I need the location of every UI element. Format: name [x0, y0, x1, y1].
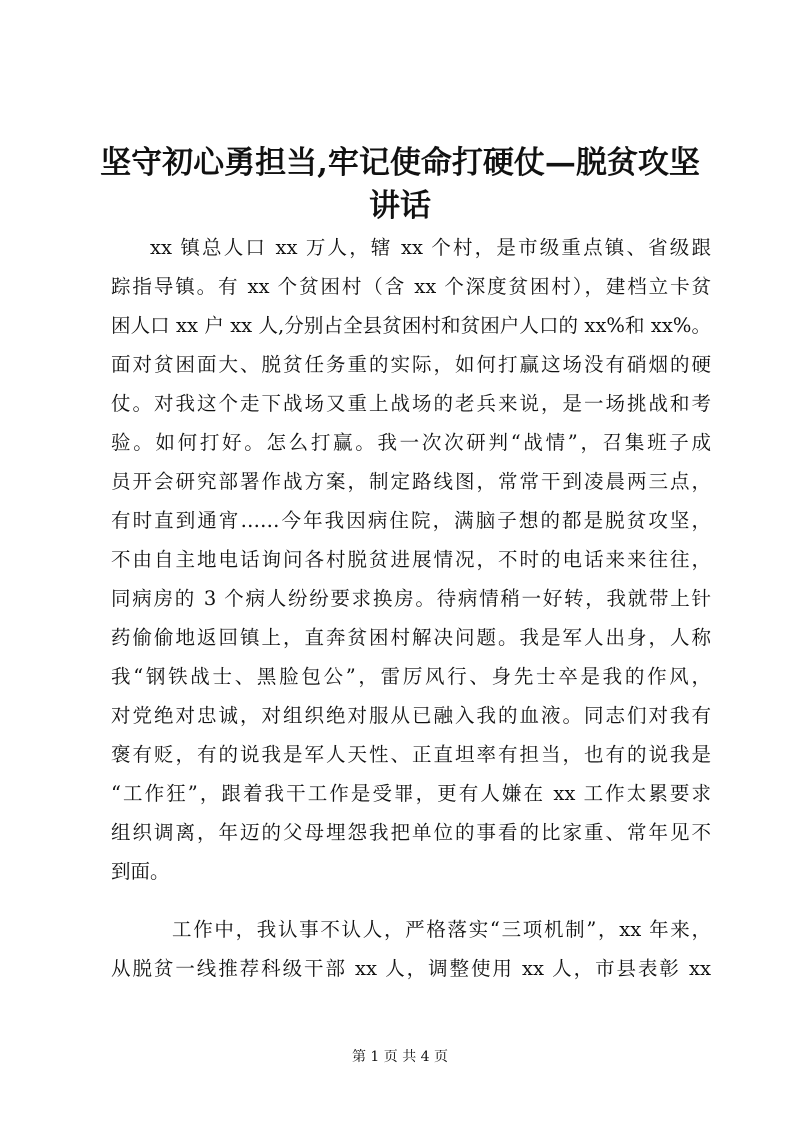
text-line: 仗。对我这个走下战场又重上战场的老兵来说，是一场挑战和考: [111, 392, 711, 415]
title-line-1: 坚守初心勇担当,牢记使命打硬仗—脱贫攻坚: [100, 145, 700, 181]
text-line: 组织调离，年迈的父母埋怨我把单位的事看的比家重、常年见不: [111, 821, 711, 844]
text-line: 我“钢铁战士、黑脸包公”，雷厉风行、身先士卒是我的作风，: [111, 665, 711, 688]
text-line: “工作狂”，跟着我干工作是受罪，更有人嫌在 xx 工作太累要求: [111, 782, 711, 805]
text-line: 面对贫困面大、脱贫任务重的实际，如何打赢这场没有硝烟的硬: [111, 353, 711, 376]
title-line-2: 讲话: [369, 188, 431, 224]
text-line: 验。如何打好。怎么打赢。我一次次研判“战情”，召集班子成: [111, 431, 711, 454]
text-line: 困人口 xx 户 xx 人,分别占全县贫困村和贫困户人口的 xx%和 xx%。: [111, 314, 711, 337]
text-line: 对党绝对忠诚，对组织绝对服从已融入我的血液。同志们对我有: [111, 704, 711, 727]
text-line: 褒有贬，有的说我是军人天性、正直坦率有担当，也有的说我是: [111, 743, 711, 766]
text-line: xx 镇总人口 xx 万人，辖 xx 个村，是市级重点镇、省级跟: [150, 236, 711, 259]
text-line: 员开会研究部署作战方案，制定路线图，常常干到凌晨两三点，: [111, 470, 711, 493]
text-line: 工作中，我认事不认人，严格落实“三项机制”，xx 年来，: [172, 918, 711, 941]
page-footer: 第 1 页 共 4 页: [351, 1049, 449, 1065]
text-line: 不由自主地电话询问各村脱贫进展情况，不时的电话来来往往，: [111, 548, 711, 571]
text-line: 同病房的 3 个病人纷纷要求换房。待病情稍一好转，我就带上针: [111, 587, 711, 610]
text-line: 药偷偷地返回镇上，直奔贫困村解决问题。我是军人出身，人称: [111, 626, 711, 649]
text-line: 到面。: [111, 860, 170, 883]
text-line: 踪指导镇。有 xx 个贫困村（含 xx 个深度贫困村），建档立卡贫: [111, 275, 711, 298]
text-line: 从脱贫一线推荐科级干部 xx 人，调整使用 xx 人，市县表彰 xx: [111, 957, 711, 980]
text-line: 有时直到通宵……今年我因病住院，满脑子想的都是脱贫攻坚，: [111, 509, 711, 532]
